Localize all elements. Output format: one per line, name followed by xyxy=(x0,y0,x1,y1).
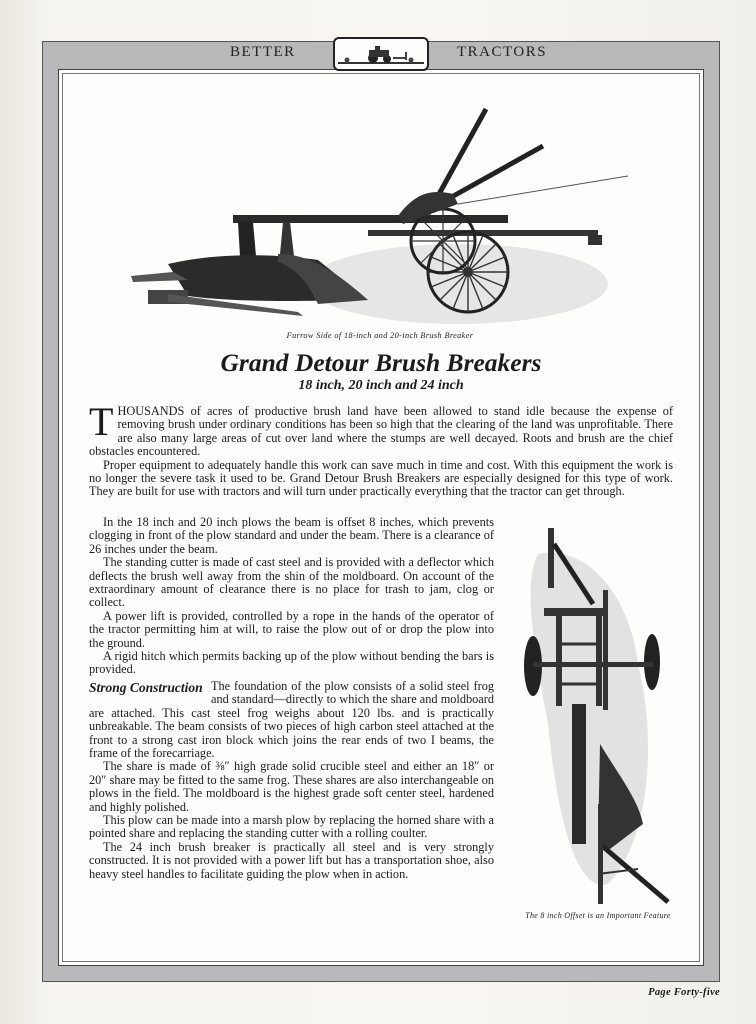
main-text-column xyxy=(89,516,494,881)
paragraph-4: The standing cutter is made of cast steel and is provided with a deflector which deflects the brush well away from the shin of the moldboard. On account of the extraordinary amount of clearance there is no place for trash to jam, clog or collect. xyxy=(89,555,494,610)
plow-side-illustration xyxy=(128,104,633,326)
side-heading: Strong Construction xyxy=(89,679,203,695)
header-badge xyxy=(333,37,429,71)
header-left-text: BETTER xyxy=(230,44,296,60)
paragraph-10: The 24 inch brush breaker is practically all steel and is very strongly constructed. It is not provided with a power lift but has a transportation shoe, also heavy steel handles to facilitate guiding the plow when in action. xyxy=(89,839,494,881)
paragraph-6: A rigid hitch which permits backing up of the plow without bending the bars is provided. xyxy=(89,649,494,677)
page-subtitle: 18 inch, 20 inch and 24 inch xyxy=(298,378,464,393)
side-figure-caption: The 8 inch Offset is an Important Feature xyxy=(525,911,671,920)
paragraph-8: The share is made of ⅜″ high grade solid crucible steel and either an 18″ or 20″ share may be fitted to the same frog. These shares are also interchangeable on plows in the field. The moldboard is the highest grade soft center steel, hardened and highly polished. xyxy=(89,759,494,814)
page-title: Grand Detour Brush Breakers xyxy=(220,348,542,377)
top-figure-caption: Furrow Side of 18-inch and 20-inch Brush Breaker xyxy=(286,331,474,340)
paragraph-9: This plow can be made into a marsh plow by replacing the horned share with a pointed share and replacing the standing cutter with a rolling coulter. xyxy=(89,812,494,841)
drop-cap: T xyxy=(89,399,114,444)
paragraph-3: In the 18 inch and 20 inch plows the beam is offset 8 inches, which prevents clogging in front of the plow standard and under the beam. There is a clearance of 26 inches under the beam. xyxy=(89,515,494,556)
paragraph-2: Proper equipment to adequately handle this work can save much in time and cost. With this equipment the work is no longer the severe task it used to be. Grand Detour Brush Breakers are especially designed for this type of work. They are built for use with tractors and will turn under practically everything that the tractor can get through. xyxy=(89,457,673,499)
page-number: Page Forty-five xyxy=(648,987,720,998)
tractor-icon xyxy=(335,39,427,69)
plow-top-view-illustration xyxy=(518,524,678,908)
header-right-text: TRACTORS xyxy=(457,44,548,60)
intro-text-block xyxy=(89,399,673,499)
paragraph-1: THOUSANDS of acres of productive brush land have been allowed to stand idle because the expense of removing brush under ordinary conditions has been so high that the clearing of the land was unprofitable. There are also many large areas of cut over land where the stumps are well decayed. Roots and brush are the chief obstacles encountered. xyxy=(89,399,673,459)
paragraph-5: A power lift is provided, controlled by a rope in the hands of the operator of the tractor permitting him at will, to raise the plow out of or drop the plow into the ground. xyxy=(89,608,494,650)
paragraph-7: Strong Construction The foundation of the plow consists of a solid steel frog and standard—directly to which the share and moldboard are attached. This cast steel frog weighs about 120 lbs. and is practically unbreakable. The beam consists of two pieces of high carbon steel attached at the front to a strong cast iron block which joins the rear ends of two I beams, the frame of the forecarriage. xyxy=(89,678,494,760)
